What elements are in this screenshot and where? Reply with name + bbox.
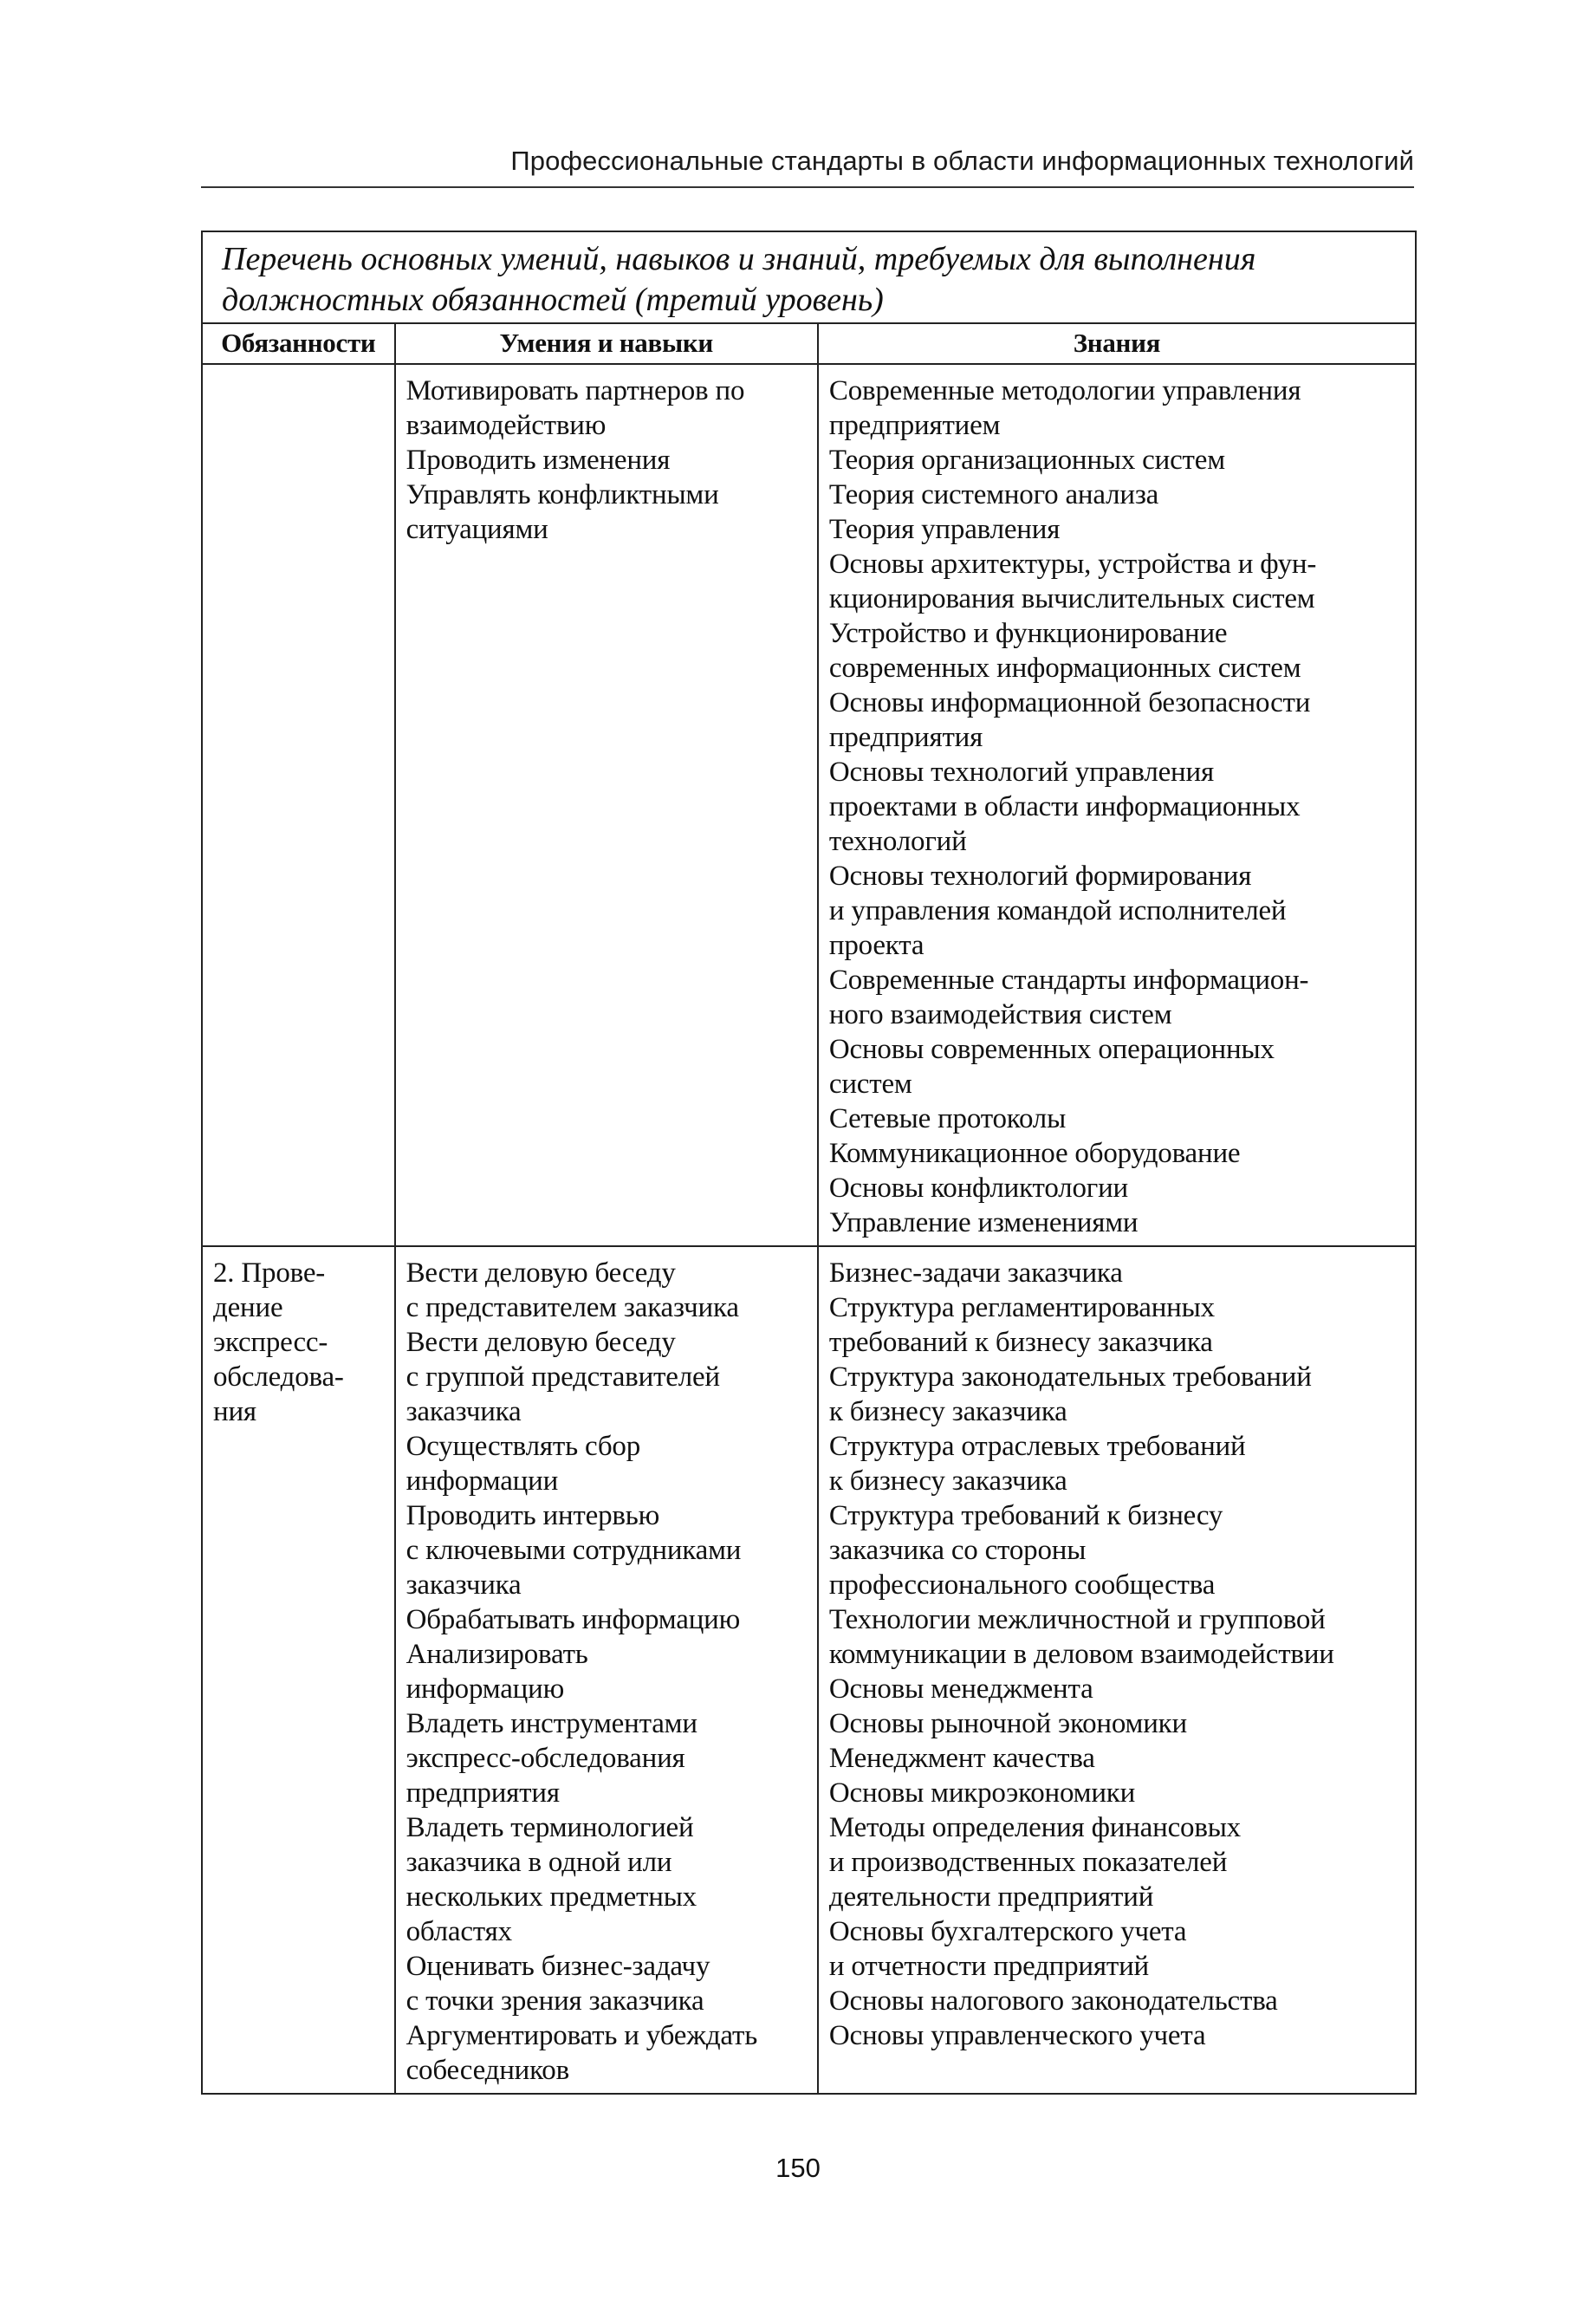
cell-line: с точки зрения заказчика [405, 1985, 704, 2017]
cell-line: Устройство и функционирование [828, 618, 1228, 649]
cell-line: Основы управленческого учета [828, 2020, 1206, 2051]
cell-line: Современные методологии управления [828, 375, 1301, 406]
cell-line: профессионального сообщества [828, 1569, 1216, 1601]
cell-line: Менеджмент качества [828, 1743, 1095, 1774]
cell-line: заказчика [405, 1396, 522, 1427]
cell-line: систем [828, 1069, 912, 1100]
caption-line: должностных обязанностей (третий уровень) [222, 282, 884, 318]
cell-line: Аргументировать и убеждать [405, 2020, 758, 2051]
cell-line: Основы менеджмента [828, 1673, 1093, 1705]
cell-line: ния [213, 1396, 256, 1427]
cell-line: Основы технологий управления [828, 757, 1214, 788]
competency-table [201, 231, 1417, 2095]
cell-line: Основы информационной безопасности [828, 687, 1311, 718]
cell-line: экспресс- [213, 1327, 328, 1358]
skills-cell [395, 364, 818, 1246]
cell-line: Вести деловую беседу [405, 1327, 676, 1358]
table-header-row [202, 323, 1416, 364]
cell-line: Оценивать бизнес-задачу [405, 1951, 710, 1982]
cell-line: проектами в области информационных [828, 791, 1301, 822]
cell-line: с представителем заказчика [405, 1292, 739, 1323]
cell-line: взаимодействию [405, 410, 607, 441]
cell-line: Управлять конфликтными [405, 479, 719, 510]
duties-cell [202, 1246, 395, 2094]
cell-line: дение [213, 1292, 283, 1323]
cell-line: и производственных показателей [828, 1847, 1228, 1878]
cell-line: Структура требований к бизнесу [828, 1500, 1223, 1531]
duties-cell [202, 364, 395, 1246]
cell-line: ного взаимодействия систем [828, 999, 1172, 1030]
cell-line: Технологии межличностной и групповой [828, 1604, 1326, 1635]
cell-line: Коммуникационное оборудование [828, 1138, 1241, 1169]
cell-line: Владеть терминологией [405, 1812, 694, 1843]
cell-line: Теория системного анализа [828, 479, 1159, 510]
cell-line: Основы микроэкономики [828, 1777, 1136, 1809]
cell-line: предприятия [828, 722, 983, 753]
cell-line: Основы конфликтологии [828, 1173, 1129, 1204]
cell-line: Основы налогового законодательства [828, 1985, 1278, 2017]
cell-line: Сетевые протоколы [828, 1103, 1067, 1134]
running-header: Профессиональные стандарты в области информационных технологий [510, 146, 1414, 176]
cell-line: с ключевыми сотрудниками [405, 1535, 742, 1566]
cell-line: Структура законодательных требований [828, 1361, 1312, 1393]
cell-line: информации [405, 1465, 559, 1497]
cell-line: Управление изменениями [828, 1207, 1139, 1238]
cell-line: ситуациями [405, 514, 548, 545]
cell-line: Вести деловую беседу [405, 1257, 676, 1289]
column-header-duties: Обязанности [202, 323, 395, 364]
cell-line: заказчика [405, 1569, 522, 1601]
cell-line: обследова- [213, 1361, 344, 1393]
cell-line: Основы технологий формирования [828, 861, 1252, 892]
cell-line: Проводить изменения [405, 445, 671, 476]
cell-line: Теория организационных систем [828, 445, 1225, 476]
cell-line: и отчетности предприятий [828, 1951, 1150, 1982]
cell-line: Современные стандарты информацион- [828, 965, 1309, 996]
cell-line: технологий [828, 826, 967, 857]
table-row [202, 1246, 1416, 2094]
cell-line: информацию [405, 1673, 565, 1705]
cell-line: Анализировать [405, 1639, 588, 1670]
cell-line: с группой представителей [405, 1361, 720, 1393]
header-rule [201, 186, 1414, 188]
skills-cell [395, 1246, 818, 2094]
table-caption [202, 231, 1416, 323]
cell-line: требований к бизнесу заказчика [828, 1327, 1213, 1358]
cell-line: к бизнесу заказчика [828, 1396, 1067, 1427]
cell-line: экспресс-обследования [405, 1743, 685, 1774]
cell-line: Основы бухгалтерского учета [828, 1916, 1187, 1947]
cell-line: заказчика со стороны [828, 1535, 1087, 1566]
cell-line: и управления командой исполнителей [828, 895, 1287, 926]
cell-line: предприятия [405, 1777, 560, 1809]
cell-line: Методы определения финансовых [828, 1812, 1241, 1843]
cell-line: Основы современных операционных [828, 1034, 1275, 1065]
cell-line: Владеть инструментами [405, 1708, 697, 1739]
cell-line: деятельности предприятий [828, 1881, 1154, 1913]
cell-line: кционирования вычислительных систем [828, 583, 1315, 614]
knowledge-cell [818, 1246, 1416, 2094]
table-row [202, 364, 1416, 1246]
cell-line: проекта [828, 930, 925, 961]
cell-line: Теория управления [828, 514, 1061, 545]
column-header-skills: Умения и навыки [395, 323, 818, 364]
cell-line: собеседников [405, 2055, 569, 2086]
cell-line: заказчика в одной или [405, 1847, 672, 1878]
cell-line: Мотивировать партнеров по [405, 375, 745, 406]
cell-line: 2. Прове- [213, 1257, 326, 1289]
knowledge-cell [818, 364, 1416, 1246]
cell-line: коммуникации в деловом взаимодействии [828, 1639, 1334, 1670]
table-caption-row [202, 231, 1416, 323]
cell-line: Бизнес-задачи заказчика [828, 1257, 1123, 1289]
caption-line: Перечень основных умений, навыков и знаний, требуемых для выполнения [222, 241, 1256, 277]
cell-line: Структура регламентированных [828, 1292, 1215, 1323]
cell-line: нескольких предметных [405, 1881, 697, 1913]
cell-line: предприятием [828, 410, 1001, 441]
cell-line: к бизнесу заказчика [828, 1465, 1067, 1497]
cell-line: Обрабатывать информацию [405, 1604, 741, 1635]
cell-line: Проводить интервью [405, 1500, 660, 1531]
cell-line: современных информационных систем [828, 653, 1301, 684]
cell-line: областях [405, 1916, 512, 1947]
page-number: 150 [775, 2153, 821, 2183]
cell-line: Основы архитектуры, устройства и фун- [828, 549, 1317, 580]
cell-line: Осуществлять сбор [405, 1431, 641, 1462]
cell-line: Основы рыночной экономики [828, 1708, 1187, 1739]
cell-line: Структура отраслевых требований [828, 1431, 1246, 1462]
column-header-knowledge: Знания [818, 323, 1416, 364]
